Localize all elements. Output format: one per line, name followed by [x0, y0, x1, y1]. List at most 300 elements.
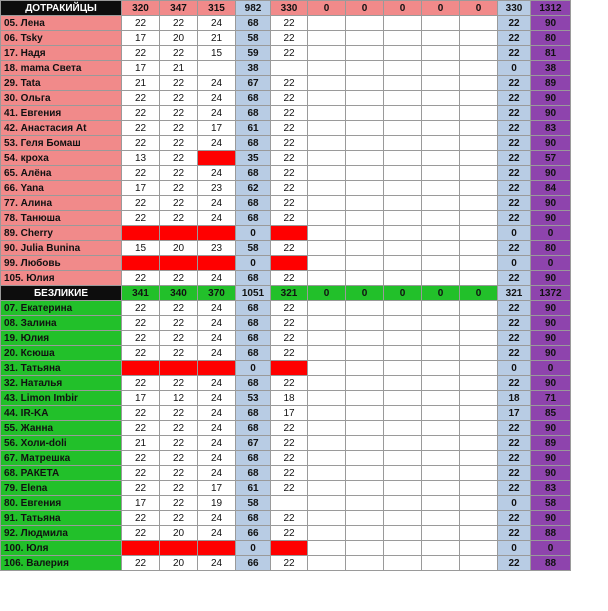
grand-total-cell[interactable]: 90: [531, 196, 571, 211]
empty-cell[interactable]: [460, 226, 498, 241]
score-cell[interactable]: 22: [160, 481, 198, 496]
subtotal-cell[interactable]: 68: [236, 346, 271, 361]
empty-cell[interactable]: [422, 451, 460, 466]
score-cell[interactable]: 22: [122, 91, 160, 106]
empty-cell[interactable]: [308, 31, 346, 46]
empty-cell[interactable]: [308, 436, 346, 451]
score-cell[interactable]: [271, 361, 308, 376]
empty-cell[interactable]: [422, 211, 460, 226]
score-cell[interactable]: 22: [271, 376, 308, 391]
empty-cell[interactable]: [460, 301, 498, 316]
score-cell[interactable]: 22: [271, 211, 308, 226]
score-cell[interactable]: 22: [122, 451, 160, 466]
score-cell[interactable]: [198, 541, 236, 556]
empty-cell[interactable]: [460, 391, 498, 406]
score-cell[interactable]: 17: [122, 31, 160, 46]
grand-total-cell[interactable]: 90: [531, 106, 571, 121]
header-total-cell[interactable]: 0: [384, 1, 422, 16]
team-title[interactable]: БЕЗЛИКИЕ: [1, 286, 122, 301]
member-name-cell[interactable]: 68. РАКЕТА: [1, 466, 122, 481]
module-total-cell[interactable]: 0: [498, 361, 531, 376]
grand-total-cell[interactable]: 0: [531, 256, 571, 271]
score-cell[interactable]: 22: [160, 376, 198, 391]
score-cell[interactable]: 22: [122, 346, 160, 361]
member-name-cell[interactable]: 55. Жанна: [1, 421, 122, 436]
subtotal-cell[interactable]: 66: [236, 526, 271, 541]
member-name-cell[interactable]: 54. кроха: [1, 151, 122, 166]
score-cell[interactable]: 22: [160, 211, 198, 226]
module-total-cell[interactable]: 0: [498, 256, 531, 271]
empty-cell[interactable]: [308, 136, 346, 151]
grand-total-cell[interactable]: 90: [531, 301, 571, 316]
subtotal-cell[interactable]: 38: [236, 61, 271, 76]
score-cell[interactable]: 22: [122, 421, 160, 436]
score-cell[interactable]: 19: [198, 496, 236, 511]
member-name-cell[interactable]: 17. Надя: [1, 46, 122, 61]
module-total-cell[interactable]: 0: [498, 226, 531, 241]
empty-cell[interactable]: [460, 256, 498, 271]
empty-cell[interactable]: [422, 106, 460, 121]
score-cell[interactable]: 22: [271, 166, 308, 181]
empty-cell[interactable]: [422, 481, 460, 496]
empty-cell[interactable]: [460, 541, 498, 556]
member-name-cell[interactable]: 43. Limon Imbir: [1, 391, 122, 406]
header-total-cell[interactable]: 0: [384, 286, 422, 301]
empty-cell[interactable]: [422, 496, 460, 511]
empty-cell[interactable]: [346, 466, 384, 481]
score-cell[interactable]: 24: [198, 166, 236, 181]
empty-cell[interactable]: [384, 496, 422, 511]
empty-cell[interactable]: [308, 211, 346, 226]
score-cell[interactable]: [271, 61, 308, 76]
member-name-cell[interactable]: 07. Екатерина: [1, 301, 122, 316]
member-name-cell[interactable]: 31. Татьяна: [1, 361, 122, 376]
empty-cell[interactable]: [460, 406, 498, 421]
module-total-cell[interactable]: 22: [498, 376, 531, 391]
score-cell[interactable]: 22: [271, 181, 308, 196]
score-cell[interactable]: 24: [198, 346, 236, 361]
empty-cell[interactable]: [460, 31, 498, 46]
score-cell[interactable]: 22: [271, 151, 308, 166]
subtotal-cell[interactable]: 68: [236, 16, 271, 31]
score-cell[interactable]: 22: [271, 526, 308, 541]
grand-total-cell[interactable]: 90: [531, 166, 571, 181]
empty-cell[interactable]: [346, 541, 384, 556]
header-total-cell[interactable]: 330: [271, 1, 308, 16]
header-total-cell[interactable]: 315: [198, 1, 236, 16]
empty-cell[interactable]: [422, 256, 460, 271]
empty-cell[interactable]: [346, 496, 384, 511]
score-cell[interactable]: 17: [122, 391, 160, 406]
member-name-cell[interactable]: 42. Анастасия At: [1, 121, 122, 136]
header-total-cell[interactable]: 340: [160, 286, 198, 301]
subtotal-cell[interactable]: 68: [236, 406, 271, 421]
grand-total-cell[interactable]: 90: [531, 451, 571, 466]
subtotal-cell[interactable]: 68: [236, 331, 271, 346]
empty-cell[interactable]: [422, 466, 460, 481]
score-cell[interactable]: 22: [160, 166, 198, 181]
score-cell[interactable]: 22: [122, 316, 160, 331]
empty-cell[interactable]: [422, 556, 460, 571]
grand-total-cell[interactable]: 71: [531, 391, 571, 406]
score-cell[interactable]: 22: [160, 121, 198, 136]
member-name-cell[interactable]: 66. Yana: [1, 181, 122, 196]
empty-cell[interactable]: [346, 556, 384, 571]
member-name-cell[interactable]: 18. mama Света: [1, 61, 122, 76]
score-cell[interactable]: [271, 256, 308, 271]
score-cell[interactable]: 22: [122, 211, 160, 226]
header-total-cell[interactable]: 0: [422, 1, 460, 16]
score-cell[interactable]: 24: [198, 196, 236, 211]
empty-cell[interactable]: [308, 256, 346, 271]
score-cell[interactable]: 22: [160, 406, 198, 421]
empty-cell[interactable]: [460, 376, 498, 391]
empty-cell[interactable]: [422, 16, 460, 31]
subtotal-cell[interactable]: 35: [236, 151, 271, 166]
empty-cell[interactable]: [346, 301, 384, 316]
grand-total-cell[interactable]: 88: [531, 556, 571, 571]
member-name-cell[interactable]: 65. Алёна: [1, 166, 122, 181]
subtotal-cell[interactable]: 68: [236, 271, 271, 286]
empty-cell[interactable]: [384, 241, 422, 256]
score-cell[interactable]: [271, 226, 308, 241]
module-total-cell[interactable]: 22: [498, 46, 531, 61]
empty-cell[interactable]: [346, 421, 384, 436]
empty-cell[interactable]: [346, 391, 384, 406]
empty-cell[interactable]: [460, 271, 498, 286]
empty-cell[interactable]: [422, 61, 460, 76]
member-name-cell[interactable]: 99. Любовь: [1, 256, 122, 271]
empty-cell[interactable]: [460, 346, 498, 361]
empty-cell[interactable]: [460, 121, 498, 136]
header-total-cell[interactable]: 330: [498, 1, 531, 16]
empty-cell[interactable]: [460, 241, 498, 256]
score-cell[interactable]: 22: [122, 481, 160, 496]
empty-cell[interactable]: [384, 301, 422, 316]
module-total-cell[interactable]: 22: [498, 451, 531, 466]
score-cell[interactable]: 22: [160, 511, 198, 526]
score-cell[interactable]: [271, 541, 308, 556]
module-total-cell[interactable]: 22: [498, 106, 531, 121]
empty-cell[interactable]: [308, 181, 346, 196]
module-total-cell[interactable]: 22: [498, 556, 531, 571]
score-cell[interactable]: 22: [160, 136, 198, 151]
score-cell[interactable]: 22: [122, 556, 160, 571]
empty-cell[interactable]: [460, 451, 498, 466]
score-cell[interactable]: [198, 361, 236, 376]
empty-cell[interactable]: [422, 121, 460, 136]
empty-cell[interactable]: [346, 436, 384, 451]
grand-total-cell[interactable]: 90: [531, 331, 571, 346]
score-cell[interactable]: 24: [198, 526, 236, 541]
grand-total-cell[interactable]: 80: [531, 241, 571, 256]
empty-cell[interactable]: [346, 211, 384, 226]
subtotal-cell[interactable]: 68: [236, 211, 271, 226]
empty-cell[interactable]: [460, 496, 498, 511]
grand-total-cell[interactable]: 83: [531, 481, 571, 496]
subtotal-cell[interactable]: 62: [236, 181, 271, 196]
empty-cell[interactable]: [384, 346, 422, 361]
empty-cell[interactable]: [384, 31, 422, 46]
empty-cell[interactable]: [384, 331, 422, 346]
subtotal-cell[interactable]: 59: [236, 46, 271, 61]
module-total-cell[interactable]: 22: [498, 436, 531, 451]
empty-cell[interactable]: [460, 526, 498, 541]
score-cell[interactable]: [122, 541, 160, 556]
header-total-cell[interactable]: 370: [198, 286, 236, 301]
grand-total-cell[interactable]: 90: [531, 421, 571, 436]
empty-cell[interactable]: [384, 526, 422, 541]
subtotal-cell[interactable]: 61: [236, 121, 271, 136]
empty-cell[interactable]: [346, 166, 384, 181]
empty-cell[interactable]: [308, 496, 346, 511]
empty-cell[interactable]: [308, 526, 346, 541]
score-cell[interactable]: 24: [198, 16, 236, 31]
empty-cell[interactable]: [460, 196, 498, 211]
member-name-cell[interactable]: 19. Юлия: [1, 331, 122, 346]
empty-cell[interactable]: [308, 271, 346, 286]
score-cell[interactable]: 22: [160, 46, 198, 61]
score-cell[interactable]: 17: [122, 181, 160, 196]
grand-total-cell[interactable]: 90: [531, 16, 571, 31]
empty-cell[interactable]: [346, 241, 384, 256]
empty-cell[interactable]: [346, 121, 384, 136]
empty-cell[interactable]: [308, 481, 346, 496]
grand-total-cell[interactable]: 88: [531, 526, 571, 541]
empty-cell[interactable]: [422, 361, 460, 376]
empty-cell[interactable]: [308, 61, 346, 76]
score-cell[interactable]: 24: [198, 421, 236, 436]
score-cell[interactable]: 22: [160, 181, 198, 196]
empty-cell[interactable]: [346, 31, 384, 46]
grand-total-cell[interactable]: 90: [531, 346, 571, 361]
empty-cell[interactable]: [308, 466, 346, 481]
grand-total-cell[interactable]: 90: [531, 271, 571, 286]
empty-cell[interactable]: [460, 436, 498, 451]
empty-cell[interactable]: [346, 61, 384, 76]
score-cell[interactable]: 21: [198, 31, 236, 46]
score-cell[interactable]: 22: [271, 136, 308, 151]
grand-total-cell[interactable]: 89: [531, 76, 571, 91]
empty-cell[interactable]: [422, 31, 460, 46]
empty-cell[interactable]: [384, 166, 422, 181]
score-cell[interactable]: 22: [122, 301, 160, 316]
grand-total-cell[interactable]: 90: [531, 136, 571, 151]
empty-cell[interactable]: [460, 331, 498, 346]
empty-cell[interactable]: [384, 466, 422, 481]
score-cell[interactable]: 22: [160, 271, 198, 286]
empty-cell[interactable]: [308, 91, 346, 106]
score-cell[interactable]: 15: [122, 241, 160, 256]
empty-cell[interactable]: [346, 136, 384, 151]
score-cell[interactable]: 22: [160, 496, 198, 511]
score-cell[interactable]: 24: [198, 136, 236, 151]
score-cell[interactable]: 23: [198, 181, 236, 196]
score-cell[interactable]: 17: [122, 61, 160, 76]
score-cell[interactable]: 20: [160, 526, 198, 541]
empty-cell[interactable]: [384, 196, 422, 211]
module-total-cell[interactable]: 22: [498, 211, 531, 226]
score-cell[interactable]: 22: [160, 421, 198, 436]
empty-cell[interactable]: [422, 196, 460, 211]
score-cell[interactable]: 21: [122, 76, 160, 91]
empty-cell[interactable]: [346, 16, 384, 31]
empty-cell[interactable]: [460, 211, 498, 226]
empty-cell[interactable]: [308, 46, 346, 61]
grand-total-cell[interactable]: 90: [531, 376, 571, 391]
module-total-cell[interactable]: 22: [498, 91, 531, 106]
module-total-cell[interactable]: 17: [498, 406, 531, 421]
empty-cell[interactable]: [422, 151, 460, 166]
empty-cell[interactable]: [384, 481, 422, 496]
empty-cell[interactable]: [346, 271, 384, 286]
member-name-cell[interactable]: 77. Алина: [1, 196, 122, 211]
grand-total-cell[interactable]: 84: [531, 181, 571, 196]
member-name-cell[interactable]: 105. Юлия: [1, 271, 122, 286]
empty-cell[interactable]: [308, 361, 346, 376]
empty-cell[interactable]: [346, 376, 384, 391]
header-total-cell[interactable]: 321: [498, 286, 531, 301]
empty-cell[interactable]: [346, 151, 384, 166]
score-cell[interactable]: 22: [122, 46, 160, 61]
empty-cell[interactable]: [460, 136, 498, 151]
empty-cell[interactable]: [308, 121, 346, 136]
score-cell[interactable]: 17: [198, 121, 236, 136]
header-total-cell[interactable]: 0: [460, 1, 498, 16]
empty-cell[interactable]: [422, 226, 460, 241]
module-total-cell[interactable]: 22: [498, 466, 531, 481]
score-cell[interactable]: 22: [271, 121, 308, 136]
score-cell[interactable]: [122, 361, 160, 376]
module-total-cell[interactable]: 22: [498, 31, 531, 46]
header-total-cell[interactable]: 0: [346, 1, 384, 16]
empty-cell[interactable]: [460, 46, 498, 61]
empty-cell[interactable]: [384, 271, 422, 286]
empty-cell[interactable]: [308, 421, 346, 436]
subtotal-cell[interactable]: 66: [236, 556, 271, 571]
score-cell[interactable]: 22: [271, 346, 308, 361]
score-cell[interactable]: 17: [198, 481, 236, 496]
score-cell[interactable]: 20: [160, 31, 198, 46]
score-cell[interactable]: 22: [122, 166, 160, 181]
score-cell[interactable]: 22: [271, 16, 308, 31]
score-cell[interactable]: 22: [122, 16, 160, 31]
empty-cell[interactable]: [346, 76, 384, 91]
score-cell[interactable]: 22: [122, 376, 160, 391]
member-name-cell[interactable]: 67. Матрешка: [1, 451, 122, 466]
empty-cell[interactable]: [308, 376, 346, 391]
empty-cell[interactable]: [308, 241, 346, 256]
score-cell[interactable]: 22: [160, 346, 198, 361]
header-total-cell[interactable]: 341: [122, 286, 160, 301]
empty-cell[interactable]: [308, 151, 346, 166]
empty-cell[interactable]: [384, 406, 422, 421]
member-name-cell[interactable]: 80. Евгения: [1, 496, 122, 511]
module-total-cell[interactable]: 22: [498, 526, 531, 541]
empty-cell[interactable]: [422, 241, 460, 256]
module-total-cell[interactable]: 22: [498, 301, 531, 316]
member-name-cell[interactable]: 106. Валерия: [1, 556, 122, 571]
member-name-cell[interactable]: 41. Евгения: [1, 106, 122, 121]
empty-cell[interactable]: [422, 91, 460, 106]
member-name-cell[interactable]: 89. Cherry: [1, 226, 122, 241]
empty-cell[interactable]: [460, 61, 498, 76]
module-total-cell[interactable]: 22: [498, 241, 531, 256]
score-cell[interactable]: 24: [198, 301, 236, 316]
empty-cell[interactable]: [308, 106, 346, 121]
subtotal-cell[interactable]: 61: [236, 481, 271, 496]
empty-cell[interactable]: [384, 16, 422, 31]
module-total-cell[interactable]: 18: [498, 391, 531, 406]
member-name-cell[interactable]: 92. Людмила: [1, 526, 122, 541]
score-cell[interactable]: 24: [198, 316, 236, 331]
empty-cell[interactable]: [422, 436, 460, 451]
member-name-cell[interactable]: 53. Геля Бомаш: [1, 136, 122, 151]
score-cell[interactable]: 22: [271, 451, 308, 466]
member-name-cell[interactable]: 56. Холи-doli: [1, 436, 122, 451]
score-cell[interactable]: 21: [160, 61, 198, 76]
empty-cell[interactable]: [384, 436, 422, 451]
score-cell[interactable]: 22: [122, 526, 160, 541]
subtotal-cell[interactable]: 0: [236, 226, 271, 241]
score-cell[interactable]: [122, 256, 160, 271]
score-cell[interactable]: 18: [271, 391, 308, 406]
score-cell[interactable]: [160, 226, 198, 241]
header-total-cell[interactable]: 0: [460, 286, 498, 301]
score-cell[interactable]: 23: [198, 241, 236, 256]
score-cell[interactable]: 22: [271, 46, 308, 61]
score-cell[interactable]: [198, 151, 236, 166]
subtotal-cell[interactable]: 58: [236, 496, 271, 511]
score-cell[interactable]: 22: [271, 421, 308, 436]
grand-total-cell[interactable]: 89: [531, 436, 571, 451]
score-cell[interactable]: 22: [271, 271, 308, 286]
empty-cell[interactable]: [422, 271, 460, 286]
member-name-cell[interactable]: 78. Танюша: [1, 211, 122, 226]
score-cell[interactable]: 24: [198, 271, 236, 286]
score-cell[interactable]: 13: [122, 151, 160, 166]
empty-cell[interactable]: [346, 106, 384, 121]
score-cell[interactable]: 22: [160, 436, 198, 451]
header-total-cell[interactable]: 1312: [531, 1, 571, 16]
empty-cell[interactable]: [460, 481, 498, 496]
empty-cell[interactable]: [422, 331, 460, 346]
empty-cell[interactable]: [384, 46, 422, 61]
score-cell[interactable]: 24: [198, 211, 236, 226]
empty-cell[interactable]: [308, 541, 346, 556]
empty-cell[interactable]: [346, 196, 384, 211]
empty-cell[interactable]: [460, 421, 498, 436]
empty-cell[interactable]: [384, 151, 422, 166]
score-cell[interactable]: 22: [160, 301, 198, 316]
empty-cell[interactable]: [384, 136, 422, 151]
subtotal-cell[interactable]: 68: [236, 451, 271, 466]
empty-cell[interactable]: [308, 511, 346, 526]
empty-cell[interactable]: [346, 451, 384, 466]
member-name-cell[interactable]: 29. Tata: [1, 76, 122, 91]
module-total-cell[interactable]: 22: [498, 511, 531, 526]
module-total-cell[interactable]: 0: [498, 496, 531, 511]
module-total-cell[interactable]: 22: [498, 121, 531, 136]
score-cell[interactable]: 22: [160, 76, 198, 91]
subtotal-cell[interactable]: 58: [236, 31, 271, 46]
score-cell[interactable]: 22: [271, 556, 308, 571]
subtotal-cell[interactable]: 68: [236, 106, 271, 121]
module-total-cell[interactable]: 0: [498, 541, 531, 556]
score-cell[interactable]: 22: [271, 196, 308, 211]
subtotal-cell[interactable]: 68: [236, 301, 271, 316]
module-total-cell[interactable]: 22: [498, 196, 531, 211]
